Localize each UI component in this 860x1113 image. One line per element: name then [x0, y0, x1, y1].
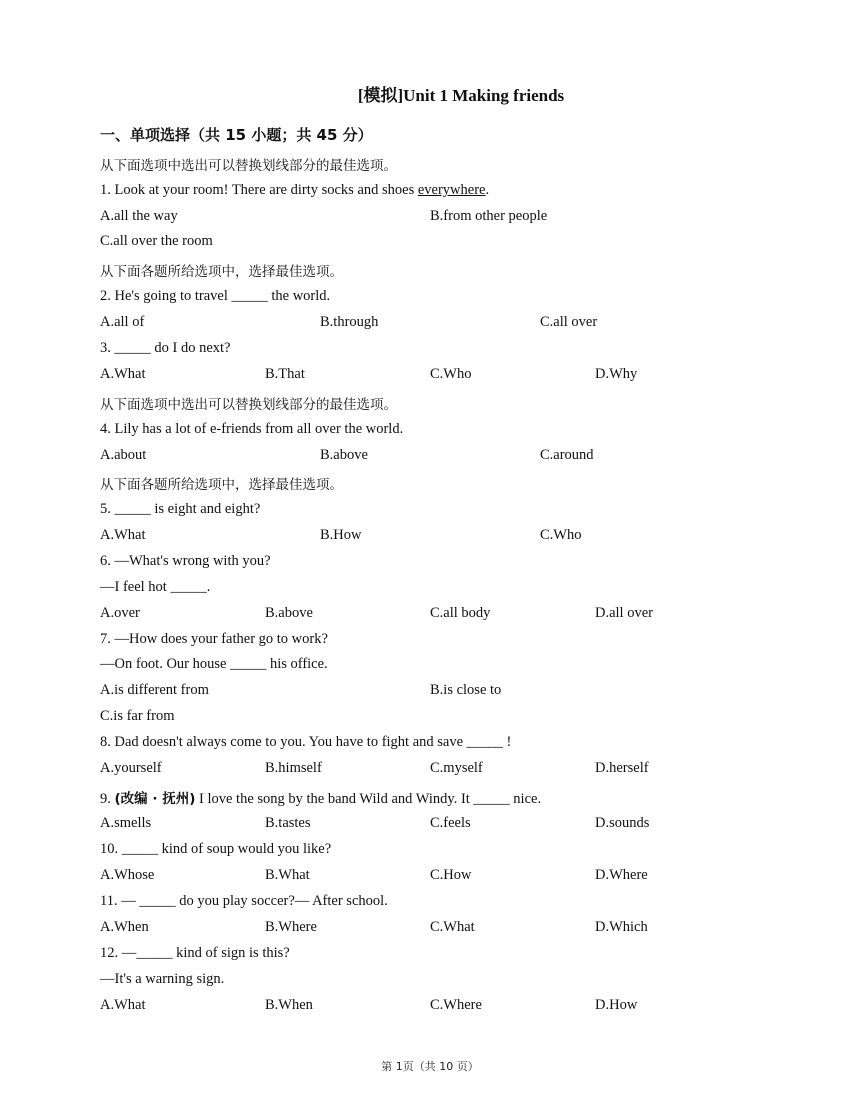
option: D.Where [595, 867, 648, 883]
question-2: 2. He's going to travel _____ the world. [100, 288, 331, 304]
question-12-line2: —It's a warning sign. [100, 971, 225, 987]
page-footer: 第 1页（共 10 页） [381, 1060, 479, 1073]
question-7: 7. —How does your father go to work? [100, 631, 328, 647]
option: D.sounds [595, 815, 650, 831]
option: C.Who [430, 366, 472, 382]
option: C.around [540, 447, 594, 463]
option: A.When [100, 919, 149, 935]
question-12: 12. —_____ kind of sign is this? [100, 945, 290, 961]
option: D.herself [595, 760, 649, 776]
option: A.What [100, 366, 146, 382]
question-6-line2: —I feel hot _____. [100, 579, 211, 595]
question-10: 10. _____ kind of soup would you like? [100, 841, 332, 857]
option: C.is far from [100, 708, 175, 724]
option: D.How [595, 997, 638, 1013]
option: C.feels [430, 815, 471, 831]
question-1: 1. Look at your room! There are dirty socks and shoes everywhere. [100, 182, 490, 198]
section-heading: 一、单项选择（共 15 小题；共 45 分） [100, 126, 373, 144]
document-title: [模拟]Unit 1 Making friends [357, 86, 565, 105]
option: B.That [265, 366, 305, 382]
question-9: 9. (改编 · 抚州) I love the song by the band Wild and Windy. It _____ nice. [100, 791, 542, 807]
option: D.Why [595, 366, 638, 382]
question-3: 3. _____ do I do next? [100, 340, 231, 356]
option: A.about [100, 447, 147, 463]
question-5: 5. _____ is eight and eight? [100, 501, 261, 517]
instruction: 从下面选项中选出可以替换划线部分的最佳选项。 [100, 158, 397, 174]
underlined-word: everywhere [417, 182, 486, 198]
option: B.through [320, 314, 379, 330]
option: A.over [100, 605, 140, 621]
option: B.Where [265, 919, 317, 935]
option: C.myself [430, 760, 483, 776]
option: B.above [265, 605, 313, 621]
instruction: 从下面选项中选出可以替换划线部分的最佳选项。 [100, 397, 397, 413]
option: C.How [430, 867, 472, 883]
option: A.all of [100, 314, 145, 330]
option: A.Whose [100, 867, 155, 883]
option: C.all over [540, 314, 598, 330]
option: B.tastes [265, 815, 311, 831]
question-11: 11. — _____ do you play soccer?— After school. [100, 893, 388, 909]
instruction: 从下面各题所给选项中，选择最佳选项。 [100, 477, 343, 493]
option: A.all the way [100, 208, 178, 224]
option: C.What [430, 919, 475, 935]
option: A.smells [100, 815, 152, 831]
option: B.himself [265, 760, 322, 776]
option: B.How [320, 527, 362, 543]
option: B.What [265, 867, 310, 883]
option: C.Where [430, 997, 482, 1013]
option: D.all over [595, 605, 653, 621]
option: C.Who [540, 527, 582, 543]
question-6: 6. —What's wrong with you? [100, 553, 271, 569]
option: C.all over the room [100, 233, 213, 249]
option: A.yourself [100, 760, 162, 776]
instruction: 从下面各题所给选项中，选择最佳选项。 [100, 264, 343, 280]
question-8: 8. Dad doesn't always come to you. You have to fight and save _____ ! [100, 734, 512, 750]
question-7-line2: —On foot. Our house _____ his office. [100, 656, 328, 672]
option: B.is close to [430, 682, 502, 698]
option: C.all body [430, 605, 491, 621]
option: B.When [265, 997, 313, 1013]
question-4: 4. Lily has a lot of e-friends from all over the world. [100, 421, 404, 437]
option: B.above [320, 447, 368, 463]
option: A.What [100, 527, 146, 543]
option: D.Which [595, 919, 648, 935]
option: A.is different from [100, 682, 209, 698]
option: B.from other people [430, 208, 548, 224]
question-source: (改编 · 抚州) [114, 791, 196, 807]
option: A.What [100, 997, 146, 1013]
